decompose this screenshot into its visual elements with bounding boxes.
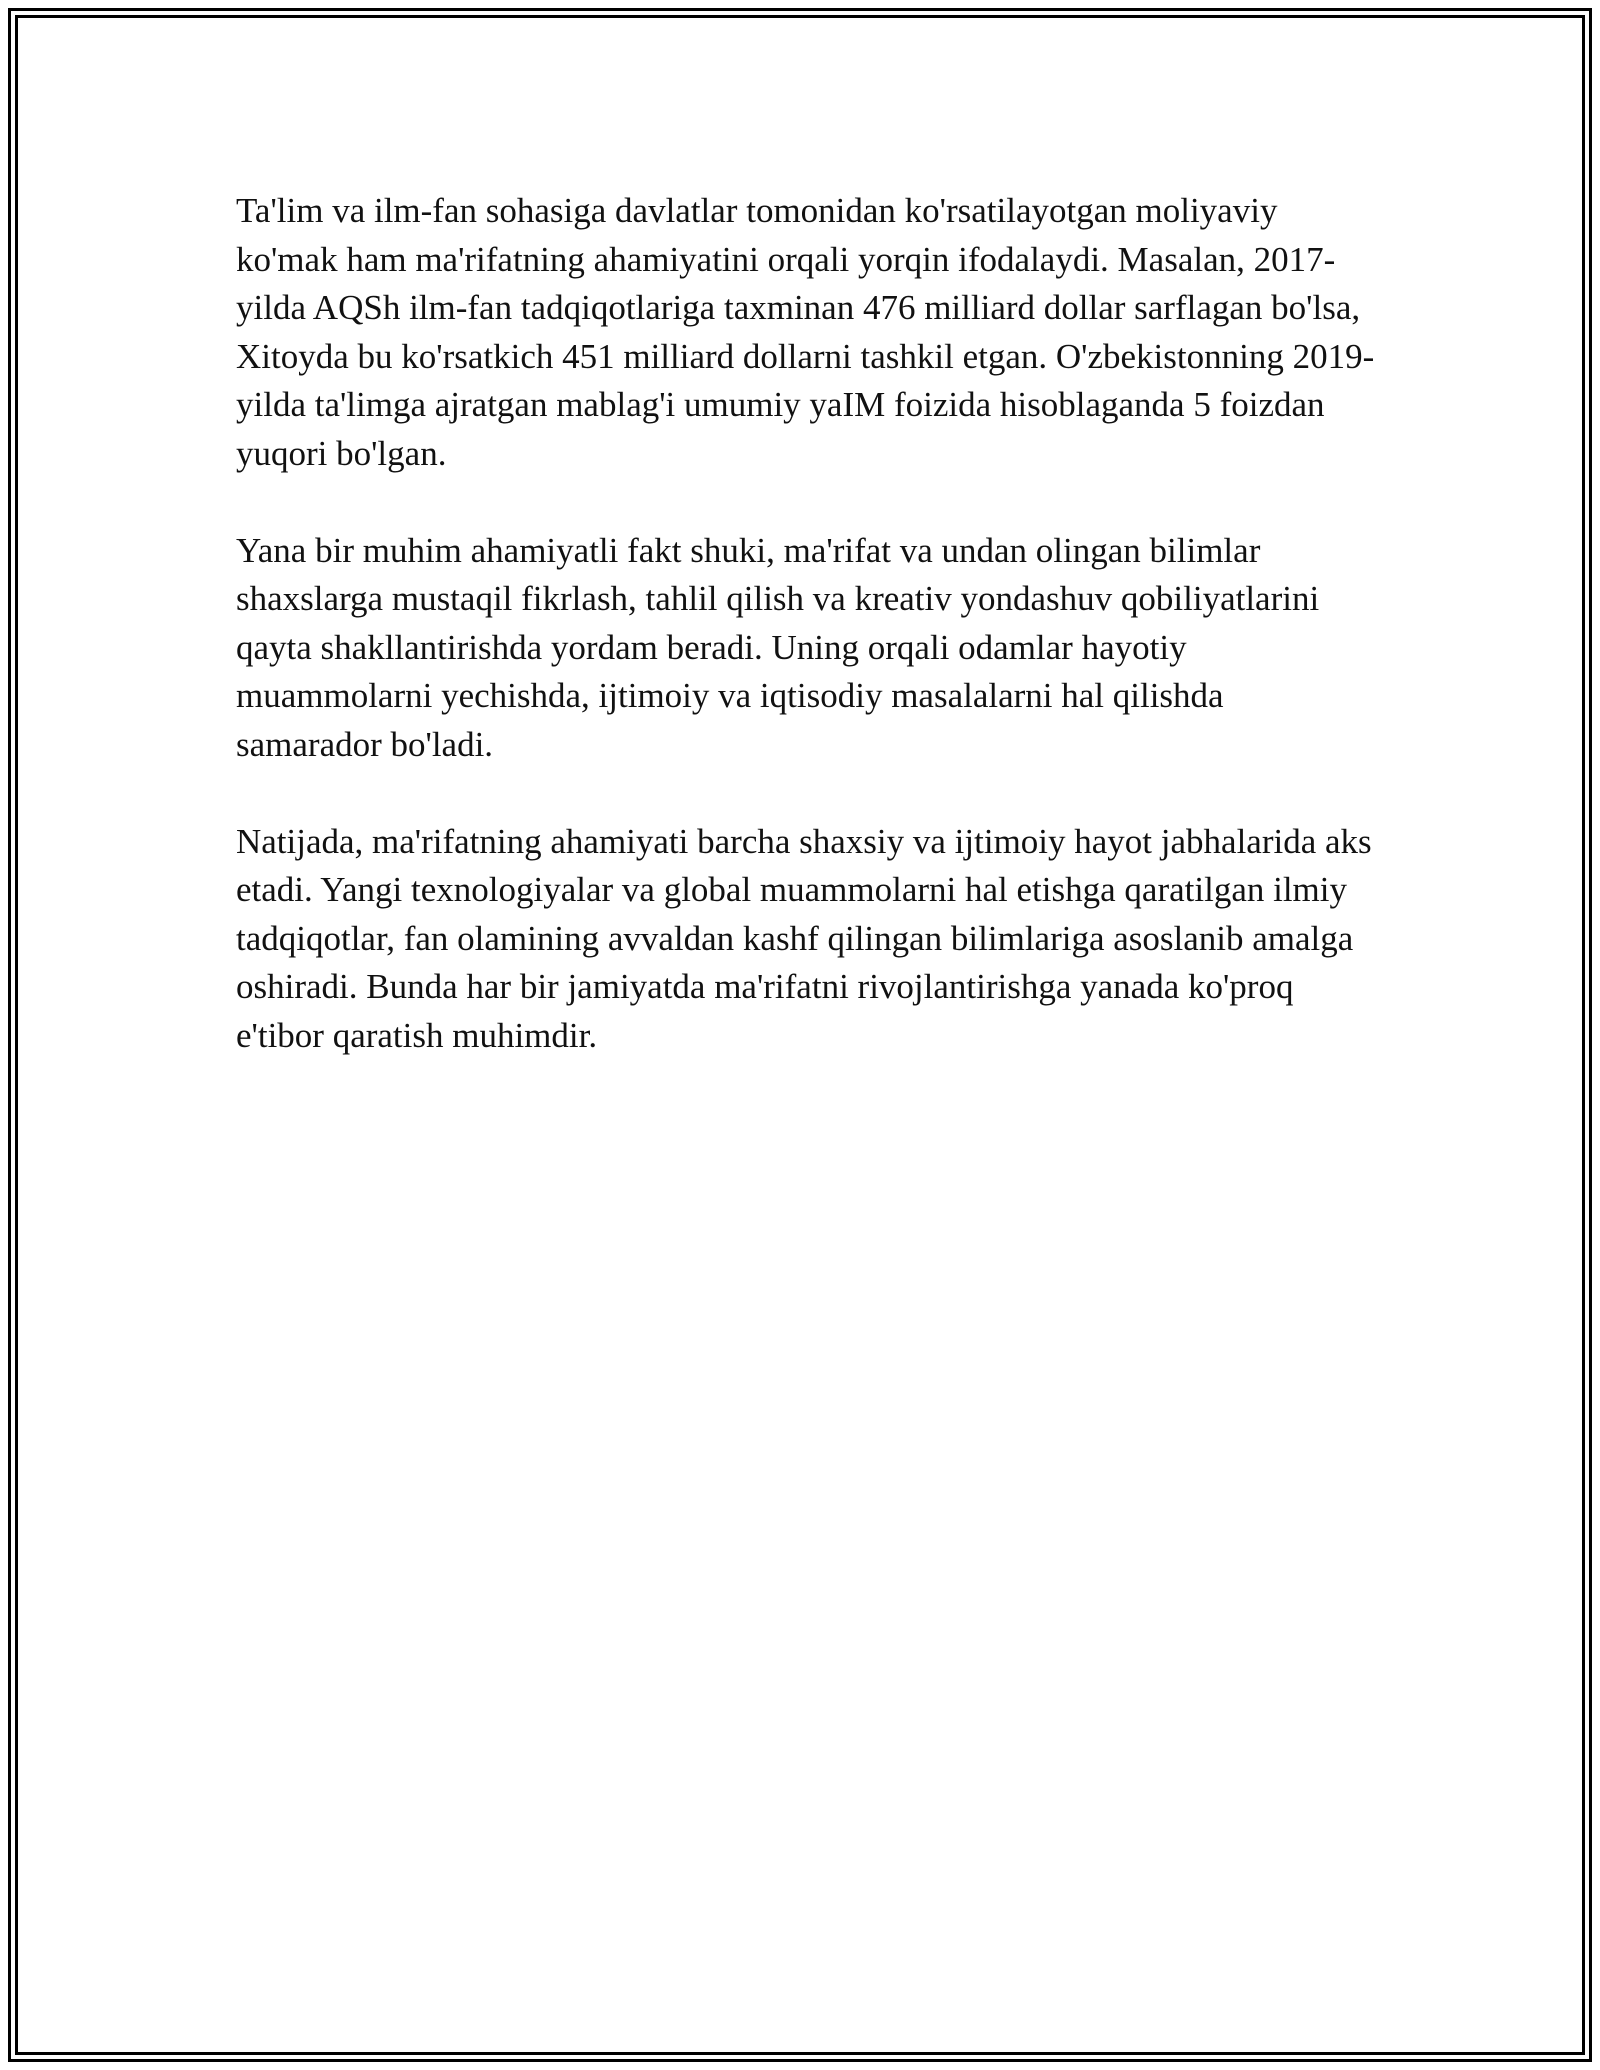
document-body	[236, 187, 1376, 1109]
paragraph-funding: Ta'lim va ilm-fan sohasiga davlatlar tomonidan ko'rsatilayotgan moliyaviy ko'mak ham ma'rifatning ahamiyatini orqali yorqin ifodalaydi. Masalan, 2017-yilda AQSh ilm-fan tadqiqotlariga taxminan 476 milliard dollar sarflagan bo'lsa, Xitoyda bu ko'rsatkich 451 milliard dollarni tashkil etgan. O'zbekistonning 2019-yilda ta'limga ajratgan mablag'i umumiy yaIM foizida hisoblaganda 5 foizdan yuqori bo'lgan.	[236, 191, 1375, 473]
paragraph-conclusion: Natijada, ma'rifatning ahamiyati barcha shaxsiy va ijtimoiy hayot jabhalarida aks etadi. Yangi texnologiyalar va global muammolarni hal etishga qaratilgan ilmiy tadqiqotlar, fan olamining avvaldan kashf qilingan bilimlariga asoslanib amalga oshiradi. Bunda har bir jamiyatda ma'rifatni rivojlantirishga yanada ko'proq e'tibor qaratish muhimdir.	[236, 821, 1372, 1055]
paragraph-thinking-skills: Yana bir muhim ahamiyatli fakt shuki, ma'rifat va undan olingan bilimlar shaxslarga mustaqil fikrlash, tahlil qilish va kreativ yondashuv qobiliyatlarini qayta shakllantirishda yordam beradi. Uning orqali odamlar hayotiy muammolarni yechishda, ijtimoiy va iqtisodiy masalalarni hal qilishda samarador bo'ladi.	[236, 530, 1320, 764]
